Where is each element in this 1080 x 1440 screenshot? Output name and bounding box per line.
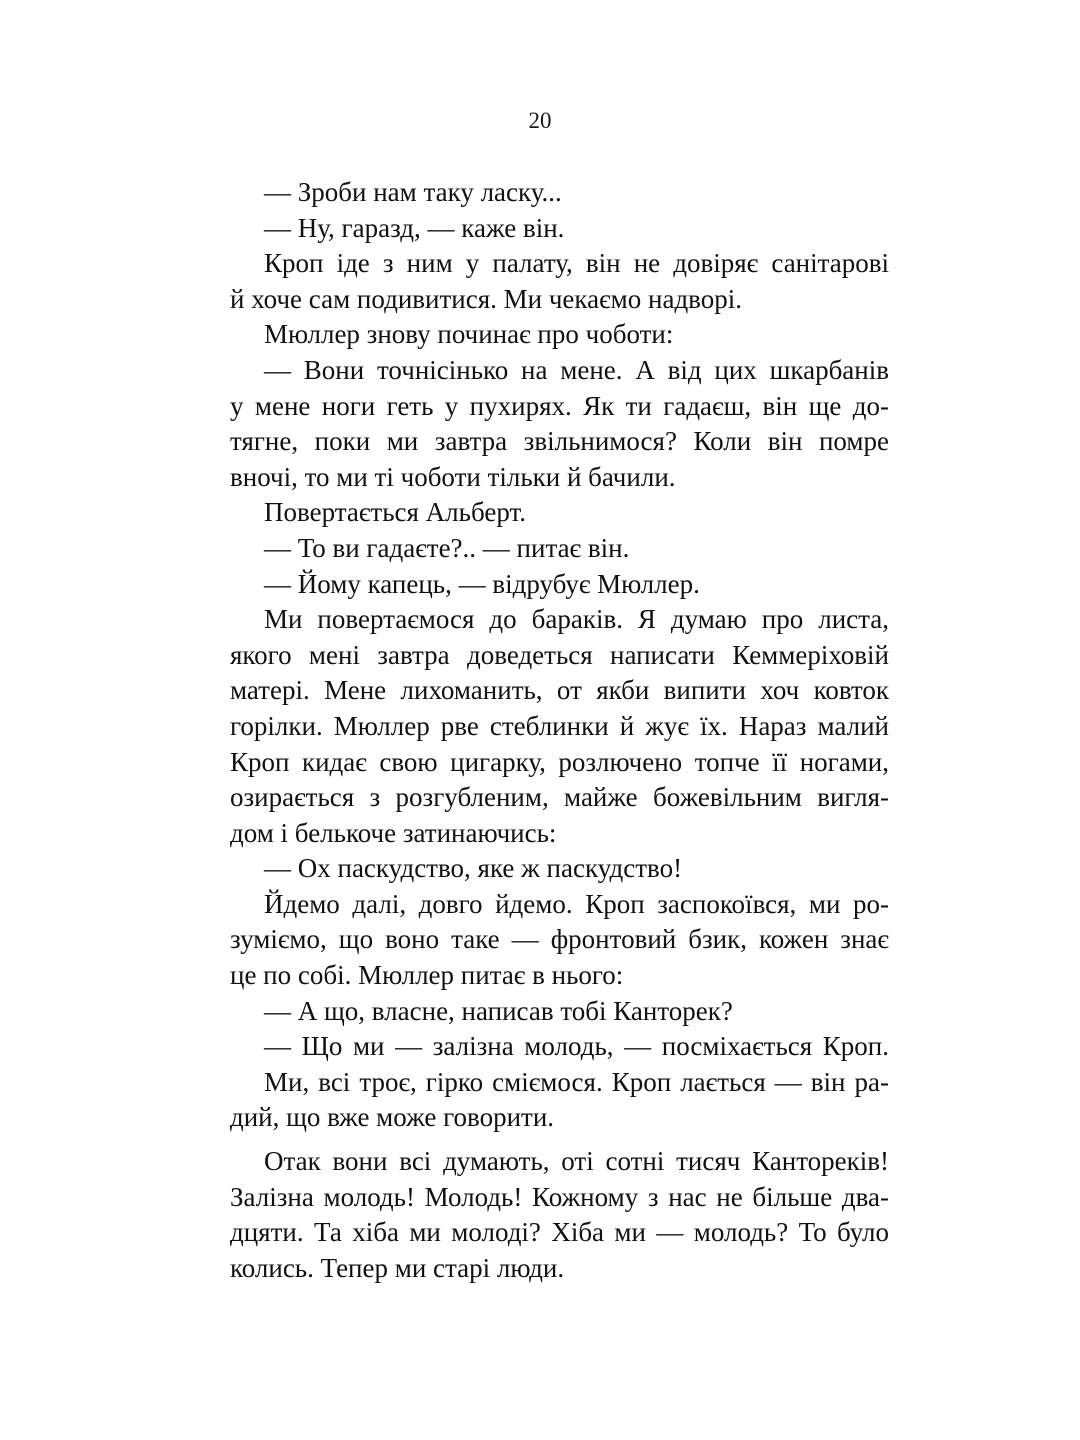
text-line: Кроп іде з ним у палату, він не довіряє санітарові [264, 248, 889, 279]
text-line: дий, що вже може говорити. [230, 1102, 555, 1133]
text-line: Отак вони всі думають, оті сотні тисяч Кантореків! [264, 1146, 889, 1177]
text-line: це по собі. Мюллер питає в нього: [230, 960, 624, 991]
text-line: Ми повертаємося до бараків. Я думаю про листа, [264, 604, 889, 635]
text-line: Мюллер знову починає про чоботи: [264, 319, 674, 350]
text-line: Ми, всі троє, гірко сміємося. Кроп лається — він ра- [264, 1066, 889, 1097]
page-number: 20 [528, 108, 552, 133]
text-line: — А що, власне, написав тобі Канторек? [264, 995, 733, 1026]
paragraph-gap [230, 1136, 889, 1144]
text-line: — Зроби нам таку ласку... [264, 177, 562, 207]
text-line: дом і белькоче затинаючись: [230, 817, 557, 848]
text-line: — То ви гадаєте?.. — питає він. [264, 532, 630, 563]
text-line: матері. Мене лихоманить, от якби випити хоч ковток [230, 675, 889, 706]
text-line: — Ну, гаразд, — каже він. [264, 212, 565, 243]
text-line: озирається з розгубленим, майже божевільним вигля- [230, 782, 889, 813]
text-line: зуміємо, що воно таке — фронтовий бзик, кожен знає [230, 924, 889, 955]
text-line: — Вони точнісінько на мене. А від цих шкарбанів [264, 354, 889, 385]
text-line: колись. Тепер ми старі люди. [230, 1252, 565, 1283]
text-line: Кроп кидає свою цигарку, розлючено топче її ногами, [230, 746, 889, 777]
body-text [230, 175, 889, 1286]
text-line: — Йому капець, — відрубує Мюллер. [264, 568, 700, 599]
text-line: якого мені завтра доведеться написати Кеммеріховій [230, 639, 889, 670]
text-line: дцяти. Та хіба ми молоді? Хіба ми — молодь? То було [230, 1217, 889, 1248]
text-line: — Ох паскудство, яке ж паскудство! [264, 853, 683, 884]
text-line: — Що ми — залізна молодь, — посміхається Кроп. [264, 1031, 889, 1062]
text-line: Залізна молодь! Молодь! Кожному з нас не більше два- [230, 1181, 889, 1212]
text-line: й хоче сам подивитися. Ми чекаємо надворі. [230, 283, 742, 314]
text-line: Повертається Альберт. [264, 497, 526, 528]
text-line: тягне, поки ми завтра звільнимося? Коли він помре [230, 426, 889, 457]
text-line: горілки. Мюллер рве стеблинки й жує їх. Нараз малий [230, 710, 889, 741]
text-line: вночі, то ми ті чоботи тільки й бачили. [230, 461, 676, 492]
text-line: у мене ноги геть у пухирях. Як ти гадаєш, він ще до- [230, 390, 889, 421]
text-line: Йдемо далі, довго йдемо. Кроп заспокоївся, ми ро- [264, 888, 889, 919]
